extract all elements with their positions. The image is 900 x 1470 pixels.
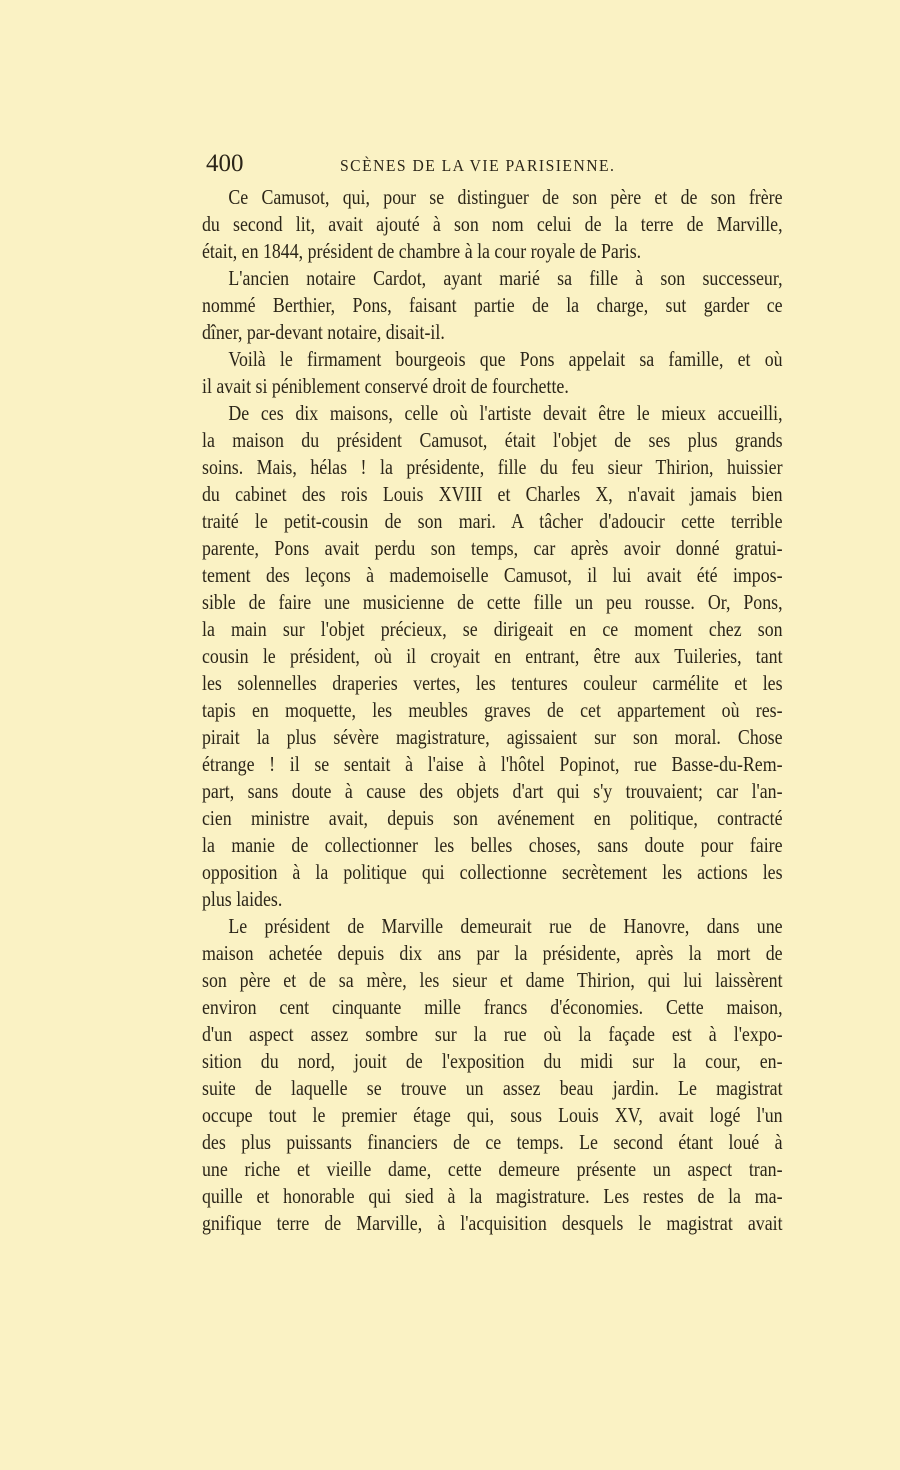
text-line: la maison du président Camusot, était l'objet de ses plus grands — [202, 428, 783, 452]
text-line: des plus puissants financiers de ce temps. Le second étant loué à — [202, 1130, 783, 1154]
text-line: part, sans doute à cause des objets d'art qui s'y trouvaient; car l'an- — [202, 779, 783, 803]
text-line: L'ancien notaire Cardot, ayant marié sa fille à son successeur, — [228, 266, 783, 290]
text-line: plus laides. — [202, 887, 283, 911]
text-line: étrange ! il se sentait à l'aise à l'hôtel Popinot, rue Basse-du-Rem- — [202, 752, 783, 776]
text-line: tement des leçons à mademoiselle Camusot, il lui avait été impos- — [202, 563, 783, 587]
text-line: du cabinet des rois Louis XVIII et Charles X, n'avait jamais bien — [202, 482, 783, 506]
text-line: du second lit, avait ajouté à son nom celui de la terre de Marville, — [202, 212, 783, 236]
text-line: dîner, par-devant notaire, disait-il. — [202, 320, 445, 344]
text-line: était, en 1844, président de chambre à la cour royale de Paris. — [202, 239, 642, 263]
text-line: son père et de sa mère, les sieur et dame Thirion, qui lui laissèrent — [202, 968, 783, 992]
text-line: d'un aspect assez sombre sur la rue où la façade est à l'expo- — [202, 1022, 783, 1046]
text-line: il avait si péniblement conservé droit de fourchette. — [202, 374, 569, 398]
text-line: les solennelles draperies vertes, les tentures couleur carmélite et les — [202, 671, 783, 695]
body-text — [202, 184, 783, 1237]
text-line: Ce Camusot, qui, pour se distinguer de son père et de son frère — [228, 185, 783, 209]
text-line: maison achetée depuis dix ans par la présidente, après la mort de — [202, 941, 783, 965]
text-line: Voilà le firmament bourgeois que Pons appelait sa famille, et où — [228, 347, 783, 371]
text-line: traité le petit-cousin de son mari. A tâcher d'adoucir cette terrible — [202, 509, 783, 533]
text-line: nommé Berthier, Pons, faisant partie de la charge, sut garder ce — [202, 293, 783, 317]
text-line: cien ministre avait, depuis son avénement en politique, contracté — [202, 806, 783, 830]
text-line: occupe tout le premier étage qui, sous Louis XV, avait logé l'un — [202, 1103, 783, 1127]
text-line: parente, Pons avait perdu son temps, car après avoir donné gratui- — [202, 536, 783, 560]
text-line: opposition à la politique qui collectionne secrètement les actions les — [202, 860, 783, 884]
running-title: SCÈNES DE LA VIE PARISIENNE. — [340, 156, 616, 175]
text-line: environ cent cinquante mille francs d'économies. Cette maison, — [202, 995, 783, 1019]
text-line: la main sur l'objet précieux, se dirigeait en ce moment chez son — [202, 617, 783, 641]
text-line: soins. Mais, hélas ! la présidente, fille du feu sieur Thirion, huissier — [202, 455, 783, 479]
text-line: sible de faire une musicienne de cette fille un peu rousse. Or, Pons, — [202, 590, 783, 614]
text-line: Le président de Marville demeurait rue de Hanovre, dans une — [228, 914, 783, 938]
text-line: sition du nord, jouit de l'exposition du midi sur la cour, en- — [202, 1049, 783, 1073]
text-line: une riche et vieille dame, cette demeure présente un aspect tran- — [202, 1157, 783, 1181]
text-line: pirait la plus sévère magistrature, agissaient sur son moral. Chose — [202, 725, 783, 749]
text-line: tapis en moquette, les meubles graves de cet appartement où res- — [202, 698, 783, 722]
text-line: De ces dix maisons, celle où l'artiste devait être le mieux accueilli, — [228, 401, 783, 425]
text-line: gnifique terre de Marville, à l'acquisition desquels le magistrat avait — [202, 1211, 783, 1235]
text-line: quille et honorable qui sied à la magistrature. Les restes de la ma- — [202, 1184, 783, 1208]
page-number: 400 — [206, 150, 244, 177]
text-line: cousin le président, où il croyait en entrant, être aux Tuileries, tant — [202, 644, 783, 668]
text-line: la manie de collectionner les belles choses, sans doute pour faire — [202, 833, 783, 857]
text-line: suite de laquelle se trouve un assez beau jardin. Le magistrat — [202, 1076, 783, 1100]
